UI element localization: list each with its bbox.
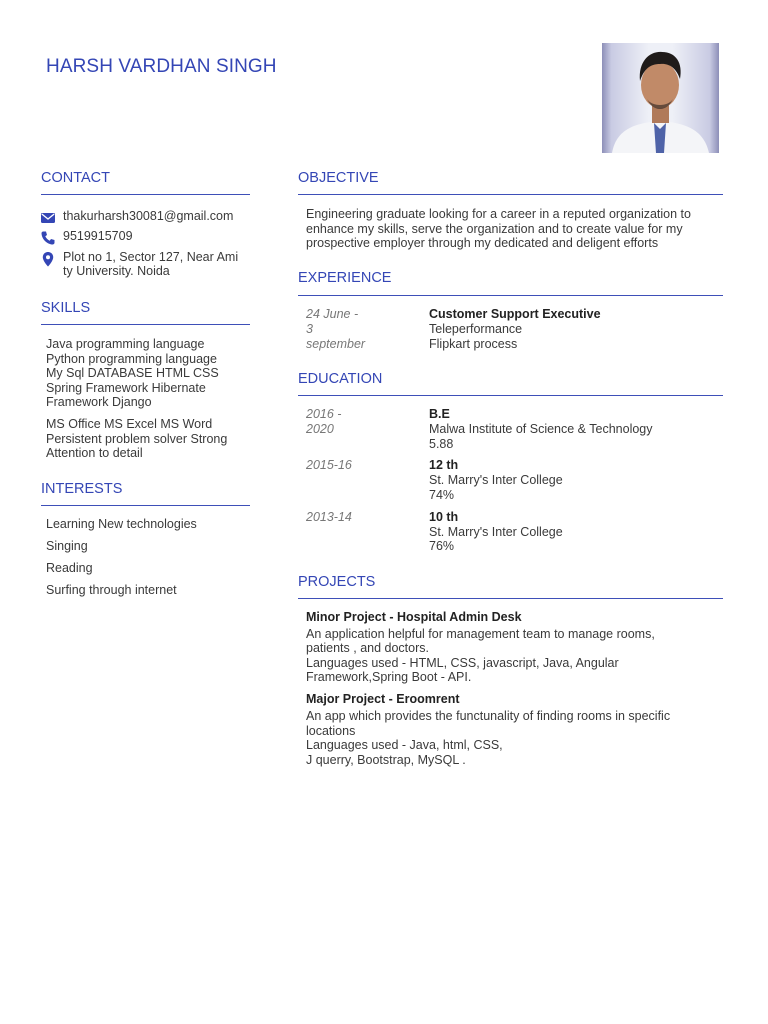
interests-heading: INTERESTS <box>41 481 123 497</box>
experience-role: Customer Support Executive <box>429 307 601 321</box>
objective-heading: OBJECTIVE <box>298 170 379 186</box>
skill-line: My Sql DATABASE HTML CSS <box>46 366 219 380</box>
project-line: Languages used - HTML, CSS, javascript, Java, Angular <box>306 655 619 670</box>
education-score: 74% <box>429 488 455 502</box>
experience-company: Teleperformance <box>429 322 523 336</box>
experience-date: 24 June - <box>306 307 359 321</box>
objective-line: Engineering graduate looking for a career in a reputed organization to <box>306 207 691 221</box>
project-line: J querry, Bootstrap, MySQL . <box>306 752 466 767</box>
education-divider <box>298 395 723 396</box>
education-degree: 12 th <box>429 458 459 472</box>
skill-line: Java programming language <box>46 337 205 351</box>
experience-divider <box>298 295 723 296</box>
education-score: 76% <box>429 539 455 553</box>
project-line: locations <box>306 723 356 738</box>
education-institute: St. Marry's Inter College <box>429 473 563 487</box>
objective-divider <box>298 194 723 195</box>
education-date: 2016 - <box>306 407 342 421</box>
skill-line: Python programming language <box>46 351 217 366</box>
skill-line: MS Office MS Excel MS Word <box>46 417 213 431</box>
experience-detail: Flipkart process <box>429 337 518 351</box>
contact-address-line2: ty University. Noida <box>63 264 170 278</box>
objective-line: prospective employer through my dedicated and deligent efforts <box>306 236 659 250</box>
interest-item: Reading <box>46 561 93 575</box>
education-institute: St. Marry's Inter College <box>429 524 563 539</box>
education-date: 2020 <box>306 422 334 436</box>
phone-icon <box>40 230 56 246</box>
skill-line: Attention to detail <box>46 446 143 460</box>
education-heading: EDUCATION <box>298 371 383 387</box>
interest-item: Surfing through internet <box>46 583 177 597</box>
contact-address-line1: Plot no 1, Sector 127, Near Ami <box>63 250 239 264</box>
experience-date: september <box>306 337 366 351</box>
contact-heading: CONTACT <box>41 170 111 186</box>
project-line: Languages used - Java, html, CSS, <box>306 738 503 752</box>
contact-email: thakurharsh30081@gmail.com <box>63 209 234 223</box>
skill-line: Spring Framework Hibernate <box>46 380 206 395</box>
project-line: An application helpful for management team to manage rooms, <box>306 626 655 641</box>
skills-divider <box>41 324 250 325</box>
education-date: 2013-14 <box>306 510 352 524</box>
interests-divider <box>41 505 250 506</box>
projects-divider <box>298 598 723 599</box>
education-degree: 10 th <box>429 510 459 524</box>
education-date: 2015-16 <box>306 458 352 472</box>
skills-heading: SKILLS <box>41 300 91 316</box>
contact-divider <box>41 194 250 195</box>
project-line: Framework,Spring Boot - API. <box>306 670 472 684</box>
project-name: Minor Project - Hospital Admin Desk <box>306 610 522 624</box>
projects-heading: PROJECTS <box>298 574 376 590</box>
candidate-name: HARSH VARDHAN SINGH <box>46 56 277 77</box>
skill-line: Persistent problem solver Strong <box>46 431 228 446</box>
skill-line: Framework Django <box>46 395 152 409</box>
project-line: An app which provides the functunality of finding rooms in specific <box>306 709 671 723</box>
location-pin-icon <box>40 251 56 267</box>
education-score: 5.88 <box>429 437 454 451</box>
objective-line: enhance my skills, serve the organization and to create value for my <box>306 221 683 236</box>
project-name: Major Project - Eroomrent <box>306 692 460 706</box>
education-degree: B.E <box>429 407 450 421</box>
contact-phone: 9519915709 <box>63 229 133 243</box>
interest-item: Learning New technologies <box>46 517 197 531</box>
experience-heading: EXPERIENCE <box>298 270 392 286</box>
education-institute: Malwa Institute of Science & Technology <box>429 422 653 436</box>
interest-item: Singing <box>46 539 88 553</box>
profile-photo <box>602 43 719 153</box>
project-line: patients , and doctors. <box>306 641 429 655</box>
experience-date: 3 <box>306 322 313 336</box>
envelope-icon <box>40 210 56 226</box>
